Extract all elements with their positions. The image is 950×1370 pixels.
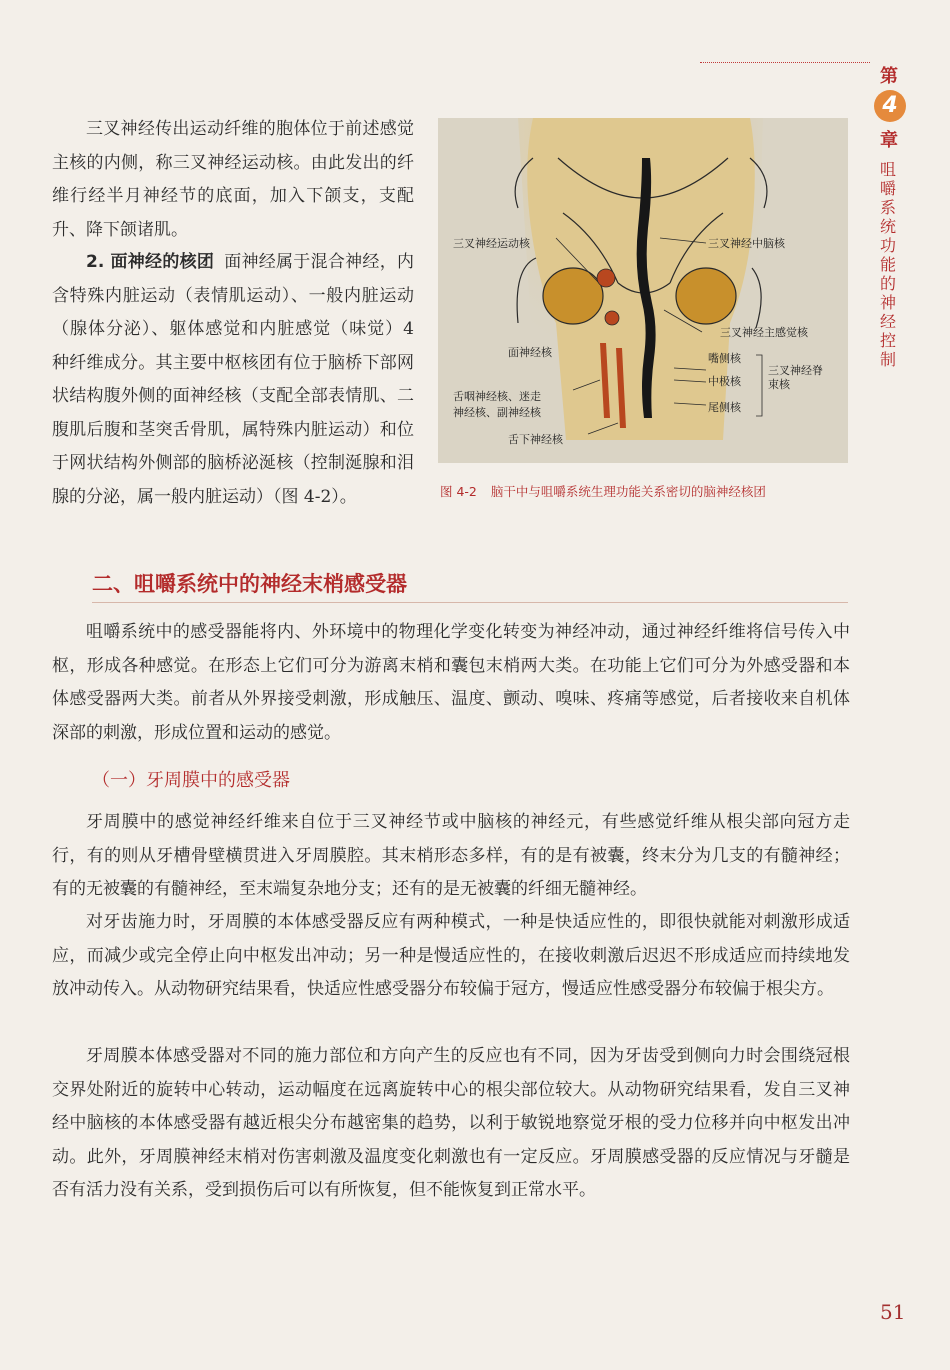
label-interpolar-nucleus: 中极核 <box>708 375 741 388</box>
subsection-heading: （一）牙周膜中的感受器 <box>92 770 290 791</box>
figure-caption-text: 脑干中与咀嚼系统生理功能关系密切的脑神经核团 <box>490 484 766 499</box>
label-glossopharyngeal-line2: 神经核、副神经核 <box>453 406 541 419</box>
label-caudal-nucleus: 尾侧核 <box>708 401 741 414</box>
label-rostral-nucleus: 嘴侧核 <box>708 352 741 365</box>
section-rule <box>92 602 848 603</box>
facial-body: 面神经属于混合神经，内含特殊内脏运动（表情肌运动）、一般内脏运动（腺体分泌）、躯体感觉和内脏感觉（味觉）4 种纤维成分。其主要中枢核团有位于脑桥下部网状结构腹外侧的面神经核（支配全部表情肌、二腹肌后腹和茎突舌骨肌，属特殊内脏运动）和位于网状结构外侧部的脑桥泌涎核（控制涎腺和泪腺的分泌，属一般内脏运动）（图 4-2）。 <box>52 252 414 507</box>
chapter-label-di: 第 <box>880 66 898 87</box>
chapter-number-badge: 4 <box>874 90 906 122</box>
figure-caption <box>440 482 766 500</box>
brainstem-figure <box>438 118 848 463</box>
paragraph-pdl-direction: 牙周膜本体感受器对不同的施力部位和方向产生的反应也有不同，因为牙齿受到侧向力时会围绕冠根交界处附近的旋转中心转动，运动幅度在远离旋转中心的根尖部位较大。从动物研究结果看，发自三叉神经中脑核的本体感受器有越近根尖分布越密集的趋势，以利于敏锐地察觉牙根的受力位移并向中枢发出冲动。此外，牙周膜神经末梢对伤害刺激及温度变化刺激也有一定反应。牙周膜感受器的反应情况与牙髓是否有活力没有关系，受到损伤后可以有所恢复，但不能恢复到正常水平。 <box>52 1046 850 1200</box>
label-facial-nucleus: 面神经核 <box>508 346 552 359</box>
label-hypoglossal-nucleus: 舌下神经核 <box>508 433 563 446</box>
chapter-label-zhang: 章 <box>880 130 898 151</box>
figure-caption-number: 图 4-2 <box>440 484 477 499</box>
section-heading: 二、咀嚼系统中的神经末梢感受器 <box>92 572 407 596</box>
facial-nucleus-dot <box>605 311 619 325</box>
right-cerebellar-lobe <box>676 268 736 324</box>
page-number: 51 <box>880 1300 906 1324</box>
label-trigeminal-main-sensory-nucleus: 三叉神经主感觉核 <box>720 326 808 339</box>
label-trigeminal-motor-nucleus: 三叉神经运动核 <box>453 237 530 250</box>
trigeminal-motor-nucleus-dot <box>597 269 615 287</box>
left-cerebellar-lobe <box>543 268 603 324</box>
paragraph-pdl-adaptation: 对牙齿施力时，牙周膜的本体感受器反应有两种模式，一种是快适应性的，即很快就能对刺激形成适应，而减少或完全停止向中枢发出冲动；另一种是慢适应性的，在接收刺激后迟迟不形成适应而持续地发放冲动传入。从动物研究结果看，快适应性感受器分布较偏于冠方，慢适应性感受器分布较偏于根尖方。 <box>52 912 850 999</box>
label-trigeminal-spinal-nucleus: 三叉神经脊束核 <box>768 364 823 391</box>
header-dotted-rule <box>700 62 870 63</box>
paragraph-trigeminal-motor: 三叉神经传出运动纤维的胞体位于前述感觉主核的内侧，称三叉神经运动核。由此发出的纤维行经半月神经节的底面，加入下颌支，支配升、降下颌诸肌。 <box>52 119 414 240</box>
label-trigeminal-mesencephalic-nucleus: 三叉神经中脑核 <box>708 237 785 250</box>
paragraph-receptor-intro: 咀嚼系统中的感受器能将内、外环境中的物理化学变化转变为神经冲动，通过神经纤维将信号传入中枢，形成各种感觉。在形态上它们可分为游离末梢和囊包末梢两大类。在功能上它们可分为外感受器和本体感受器两大类。前者从外界接受刺激，形成触压、温度、颤动、嗅味、疼痛等感觉，后者接收来自机体深部的刺激，形成位置和运动的感觉。 <box>52 622 850 743</box>
paragraph-pdl-fibers: 牙周膜中的感觉神经纤维来自位于三叉神经节或中脑核的神经元，有些感觉纤维从根尖部向冠方走行，有的则从牙槽骨壁横贯进入牙周膜腔。其末梢形态多样，有的是有被囊，终末分为几支的有髓神经；有的无被囊的有髓神经，至末端复杂地分支；还有的是无被囊的纤细无髓神经。 <box>52 812 850 899</box>
chapter-title: 咀嚼系统功能的神经控制 <box>880 160 897 369</box>
paragraph-facial-nucleus <box>52 246 414 514</box>
label-glossopharyngeal-line1: 舌咽神经核、迷走 <box>453 390 541 403</box>
facial-heading: 2. 面神经的核团 <box>86 252 215 272</box>
